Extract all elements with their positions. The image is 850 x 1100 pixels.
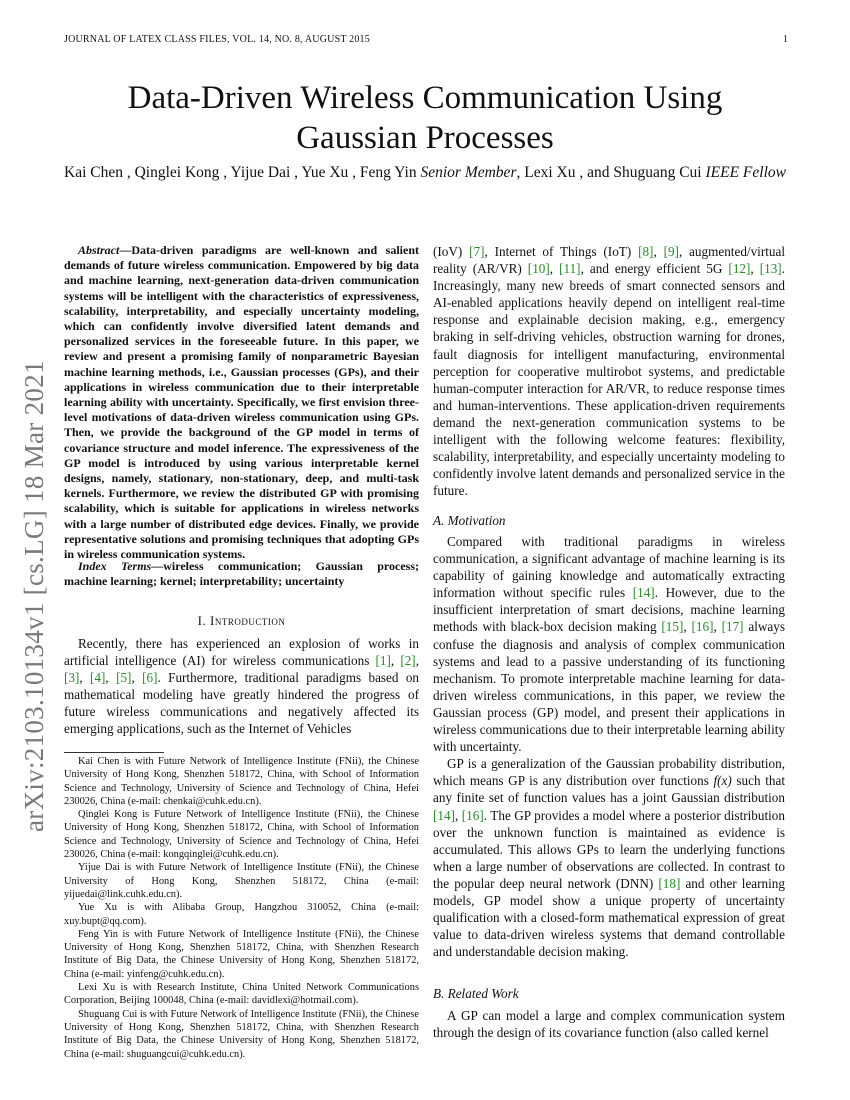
- intro-sep: ,: [415, 653, 419, 669]
- author-names-2: , Lexi Xu , and Shuguang Cui: [516, 164, 702, 181]
- body-text: Compared with traditional paradigms in wireless communication, a significant advantage of machine learning is its capability of gaining knowledge and automatically extracting information without specific rules: [433, 534, 785, 601]
- index-terms: [64, 559, 419, 589]
- citation-link[interactable]: [6]: [142, 670, 158, 686]
- author-role-yin: Senior Member: [420, 164, 517, 181]
- abstract: [64, 243, 419, 562]
- author-list: [64, 162, 786, 183]
- citation-link[interactable]: [1]: [375, 653, 391, 669]
- body-text: and other learning models, GP model show a unique property of uncertainty qualification with a closed-form mathematical expression of great value to data-driven wireless systems that demand controllable and understandable decision making.: [433, 875, 785, 960]
- intro-text: . Furthermore, traditional paradigms based on mathematical modeling have greatly hindered the progress of future wireless communications and negatively affected its emerging applications, such as the Internet of Vehicles: [64, 670, 420, 737]
- footnote: Feng Yin is with Future Network of Intelligence Institute (FNii), the Chinese University of Hong Kong, Shenzhen 518172, China, with Shenzhen Research Institute of Big Data, the Chinese University of Hong Kong, Shenzhen 518172, China (e-mail: yinfeng@cuhk.edu.cn).: [64, 928, 419, 980]
- footnote: Kai Chen is with Future Network of Intelligence Institute (FNii), the Chinese University of Hong Kong, Shenzhen 518172, China, with School of Information Science and Technology, University of Science and Technology of China, Hefei 230026, China (e-mail: chenkai@cuhk.edu.cn).: [64, 756, 419, 807]
- title-line-1: Data-Driven Wireless Communication Using: [127, 80, 723, 116]
- body-text: ,: [750, 261, 760, 277]
- body-text: . The GP provides a model where a posterior distribution over the unknown function is maintained as evidence is accumulated. This allows GPs to learn the underlying functions when a large number of observations are collected. In contrast to the popular deep neural network (DNN): [433, 807, 785, 891]
- footnote: Yijue Dai is with Future Network of Intelligence Institute (FNii), the Chinese University of Hong Kong, Shenzhen 518172, China (e-mail: yijuedai@link.cuhk.edu.cn).: [64, 862, 419, 900]
- subsection-heading-motivation: A. Motivation: [433, 513, 506, 528]
- title-line-2: Gaussian Processes: [296, 120, 554, 156]
- math-fx: f(x): [713, 773, 732, 789]
- subsection-heading-related-work: B. Related Work: [433, 986, 519, 1001]
- body-text: , Internet of Things (IoT): [484, 244, 639, 259]
- page-number: 1: [783, 34, 788, 45]
- intro-sep: ,: [79, 670, 91, 686]
- citation-link[interactable]: [16]: [691, 619, 714, 635]
- citation-link[interactable]: [10]: [527, 261, 550, 277]
- motivation-paragraph-2: [433, 755, 785, 960]
- citation-link[interactable]: [7]: [469, 244, 485, 259]
- abstract-text: —Data-driven paradigms are well-known and salient demands of future wireless communication. Empowered by big data and machine learning, next-generation data-driven communication systems will be intelligent with the characteristics of expressiveness, scalability, interpretability, and especially uncertainty modeling, which can confidently involve diversified latent demands and personalized services in the foreseeable future. In this paper, we review and present a promising family of nonparametric Bayesian machine learning methods, i.e., Gaussian processes (GPs), and their applications in wireless communication due to their interpretable learning ability with uncertainty. Specifically, we first envision three-level motivations of data-driven wireless communication using GPs. Then, we provide the background of the GP model in terms of covariance structure and model inference. The expressiveness of the GP model is introduced by using various interpretable kernel designs, namely, stationary, non-stationary, deep, and multi-task kernels. Furthermore, we review the distributed GP with promising scalability, which is suitable for applications in wireless networks with a large number of distributed edge devices. Finally, we provide representative solutions and promising techniques that adopting GPs in wireless communication systems.: [64, 243, 419, 562]
- citation-link[interactable]: [16]: [461, 807, 484, 823]
- footnote: Yue Xu is with Alibaba Group, Hangzhou 310052, China (e-mail: xuy.bupt@qq.com).: [64, 902, 419, 927]
- author-footnotes: [64, 755, 419, 1061]
- footnote-divider: [64, 752, 164, 753]
- arxiv-stamp: arXiv:2103.10134v1 [cs.LG] 18 Mar 2021: [19, 360, 49, 832]
- author-role-cui: IEEE Fellow: [705, 164, 786, 181]
- intro-sep: ,: [131, 670, 143, 686]
- body-text: ,: [549, 261, 560, 277]
- body-text: , augmented/virtual reality (AR/VR): [433, 244, 786, 277]
- body-text: , and energy efficient 5G: [580, 261, 729, 277]
- index-terms-text: —wireless communication; Gaussian process; machine learning; kernel; interpretability; uncertainty: [64, 559, 419, 589]
- intro-sep: ,: [390, 653, 401, 669]
- introduction-paragraph: [64, 635, 419, 738]
- body-text: always confuse the diagnosis and analysis of complex communication systems and lead to a passive understanding of its functioning mechanism. To promote interpretable machine learning for data-driven wireless communications, in this paper, we review the Gaussian process (GP) model, and present their applications in wireless communications due to their interpretable learning ability with uncertainty.: [433, 619, 786, 755]
- body-text: GP is a generalization of the Gaussian probability distribution, which means GP is any distribution over functions: [433, 756, 785, 789]
- motivation-section: [433, 533, 785, 960]
- body-text: ,: [683, 619, 692, 635]
- body-text: ,: [653, 244, 664, 259]
- journal-header: JOURNAL OF LATEX CLASS FILES, VOL. 14, NO. 8, AUGUST 2015: [64, 34, 370, 45]
- body-text: such that any finite set of function values has a joint Gaussian distribution: [433, 773, 786, 806]
- citation-link[interactable]: [12]: [728, 261, 751, 277]
- abstract-label: Abstract: [78, 243, 120, 257]
- index-terms-label: Index Terms: [78, 559, 152, 573]
- section-number: I.: [197, 613, 207, 628]
- body-text: (IoV): [433, 244, 470, 259]
- intro-continued-paragraph: [433, 243, 785, 499]
- paper-title: [64, 78, 786, 158]
- author-names: Kai Chen , Qinglei Kong , Yijue Dai , Yue Xu , Feng Yin: [64, 164, 417, 181]
- citation-link[interactable]: [8]: [638, 244, 654, 259]
- section-title: Introduction: [210, 613, 286, 628]
- citation-link[interactable]: [4]: [90, 670, 106, 686]
- related-work-paragraph: A GP can model a large and complex communication system through the design of its covariance function (also called kernel: [433, 1008, 785, 1041]
- citation-link[interactable]: [13]: [759, 261, 782, 277]
- citation-link[interactable]: [5]: [116, 670, 132, 686]
- footnote: Qinglei Kong is Future Network of Intelligence Institute (FNii), the Chinese University of Hong Kong, Shenzhen 518172, China, with School of Information Science and Technology, University of Science and Technology of China, Hefei 230026, China (e-mail: kongqinglei@cuhk.edu.cn).: [64, 809, 419, 861]
- citation-link[interactable]: [11]: [559, 261, 581, 277]
- citation-link[interactable]: [2]: [400, 653, 416, 669]
- body-text: ,: [713, 619, 722, 635]
- citation-link[interactable]: [9]: [663, 244, 679, 259]
- intro-text: Recently, there has experienced an explosion of works in artificial intelligence (AI) for wireless communications: [64, 636, 419, 669]
- citation-link[interactable]: [14]: [433, 807, 455, 823]
- motivation-paragraph-1: [433, 533, 785, 755]
- intro-sep: ,: [105, 670, 117, 686]
- citation-link[interactable]: [3]: [64, 670, 80, 686]
- citation-link[interactable]: [17]: [721, 619, 744, 635]
- citation-link[interactable]: [15]: [661, 619, 684, 635]
- footnote: Lexi Xu is with Research Institute, China United Network Communications Corporation, Beijing 100048, China (e-mail: davidlexi@hotmail.com).: [64, 982, 419, 1007]
- citation-link[interactable]: [18]: [658, 875, 681, 891]
- body-text: . However, due to the insufficient interpretation of smart decisions, machine learning methods with black-box decision making: [433, 585, 785, 635]
- body-text: ,: [454, 807, 462, 823]
- citation-link[interactable]: [14]: [632, 585, 655, 601]
- section-heading-introduction: [64, 613, 419, 629]
- body-text: . Increasingly, many new breeds of smart connected sensors and AI-enabled applications heavily depend on intelligent real-time response and explainable decision making, e.g., emergency braking in self-driving vehicles, obstruction warning for drones, fault diagnosis for intelligent manufacturing, environmental perception for cooperative multirobot systems, and predictable human-computer interaction for AR/VR, to reduce response times and human-interventions. These application-driven requirements demand the next-generation communication systems to be intelligent with the following welcome features: flexibility, scalability, interpretability, and especially uncertainty modeling to confidently involve latent demands and personalized service in the future.: [433, 261, 785, 499]
- footnote: Shuguang Cui is with Future Network of Intelligence Institute (FNii), the Chinese University of Hong Kong, Shenzhen 518172, China, with Shenzhen Research Institute of Big Data, the Chinese University of Hong Kong, Shenzhen 518172, China (e-mail: shuguangcui@cuhk.edu.cn).: [64, 1008, 419, 1060]
